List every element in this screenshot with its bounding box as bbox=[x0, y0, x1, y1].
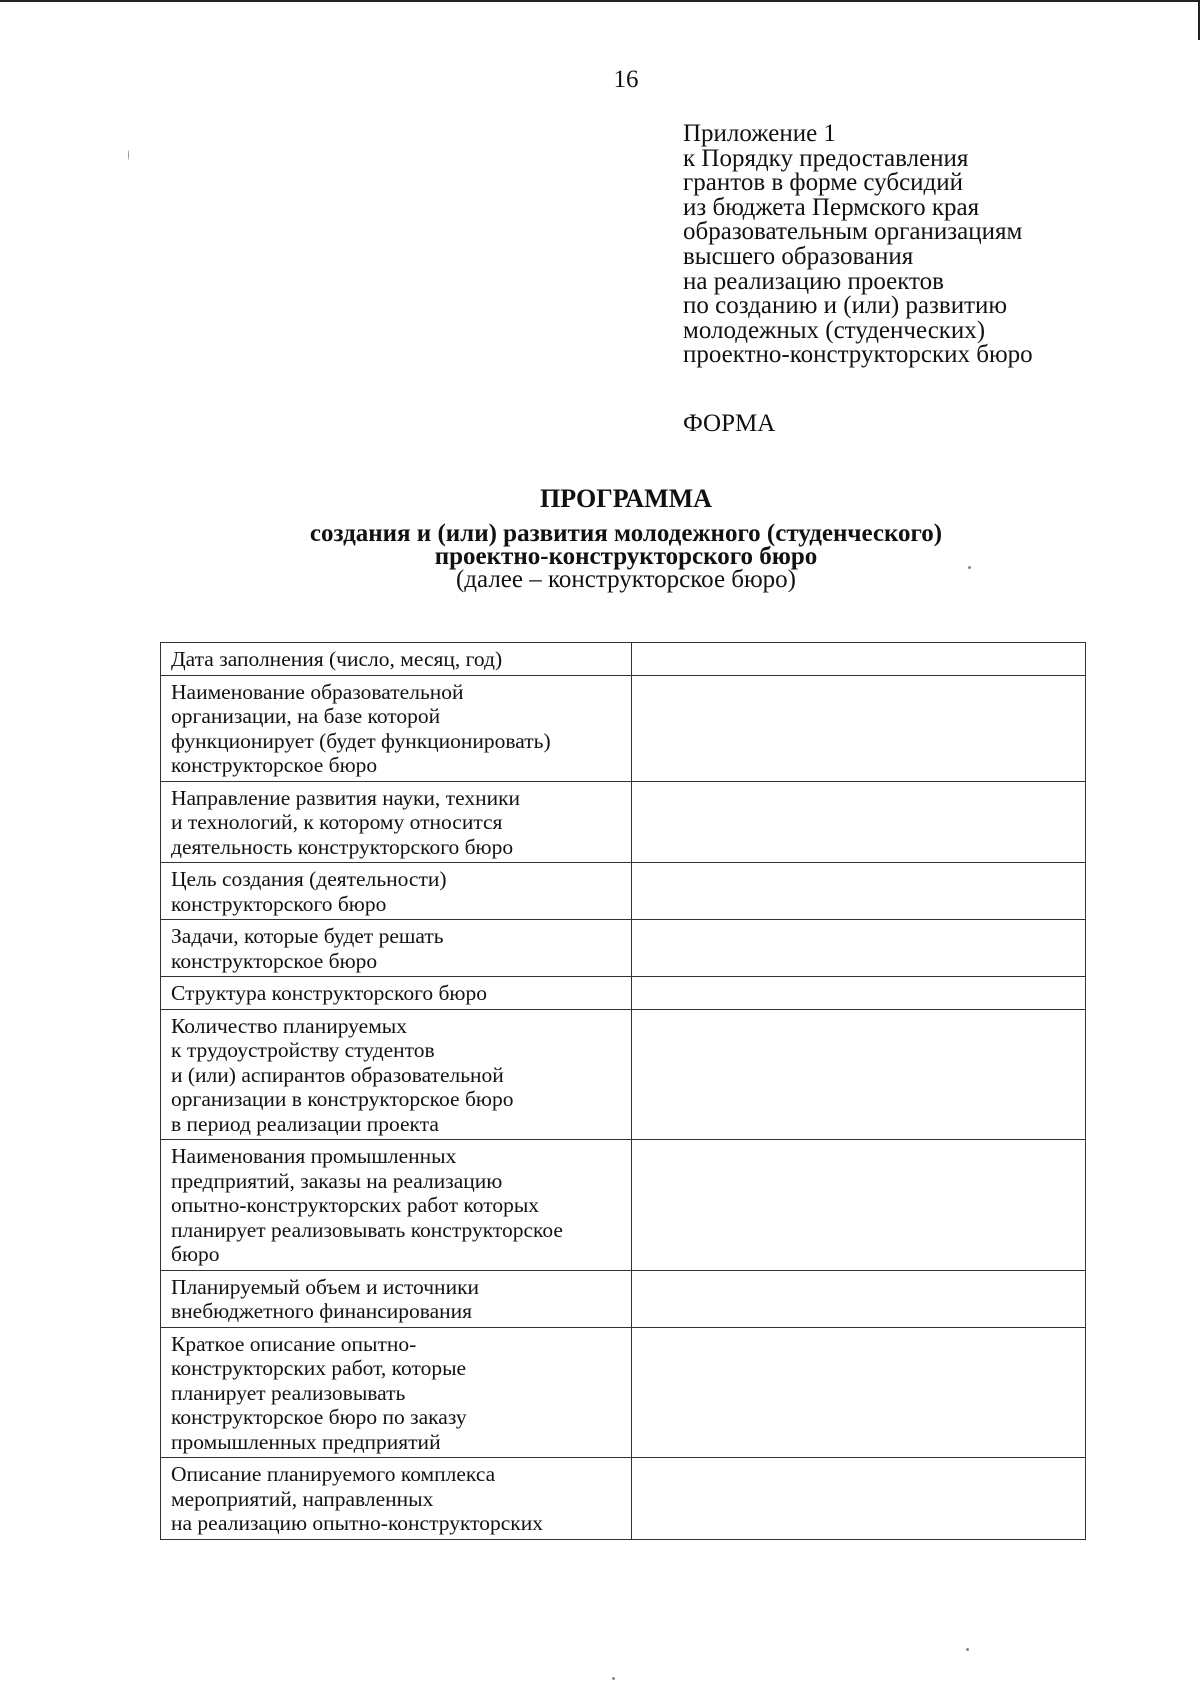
appendix-line: образовательным организациям bbox=[683, 218, 1023, 246]
row-label: Наименование образовательной организации, на базе которой функционирует (будет функционировать) конструкторское бюро bbox=[161, 675, 632, 781]
row-value-field[interactable] bbox=[632, 1270, 1086, 1327]
scan-speck bbox=[966, 1648, 969, 1651]
document-subtitle bbox=[0, 522, 1200, 591]
table-row bbox=[161, 781, 1086, 863]
row-value-field[interactable] bbox=[632, 1458, 1086, 1540]
row-value-field[interactable] bbox=[632, 1327, 1086, 1458]
row-label: Планируемый объем и источники внебюджетного финансирования bbox=[161, 1270, 632, 1327]
appendix-line: молодежных (студенческих) bbox=[683, 316, 986, 344]
document-title: ПРОГРАММА bbox=[540, 484, 712, 513]
table-row bbox=[161, 1327, 1086, 1458]
row-value-field[interactable] bbox=[632, 675, 1086, 781]
subtitle-note: (далее – конструкторское бюро) bbox=[455, 566, 797, 593]
subtitle-line: создания и (или) развития молодежного (студенческого) bbox=[309, 520, 943, 547]
table-row bbox=[161, 643, 1086, 676]
row-value-field[interactable] bbox=[632, 920, 1086, 977]
page-top-edge bbox=[0, 0, 1200, 2]
appendix-block bbox=[683, 122, 1143, 368]
row-value-field[interactable] bbox=[632, 863, 1086, 920]
row-value-field[interactable] bbox=[632, 1009, 1086, 1140]
table-row bbox=[161, 675, 1086, 781]
program-form-table bbox=[160, 642, 1086, 1540]
table-row bbox=[161, 863, 1086, 920]
table-row bbox=[161, 977, 1086, 1010]
appendix-line: проектно-конструкторских бюро bbox=[683, 341, 1033, 369]
row-label: Дата заполнения (число, месяц, год) bbox=[161, 643, 632, 676]
row-label: Наименования промышленных предприятий, заказы на реализацию опытно-конструкторских работ которых планирует реализовывать конструкторское бюро bbox=[161, 1140, 632, 1271]
row-label: Структура конструкторского бюро bbox=[161, 977, 632, 1010]
appendix-line: к Порядку предоставления bbox=[683, 144, 969, 172]
row-label: Задачи, которые будет решать конструкторское бюро bbox=[161, 920, 632, 977]
form-label: ФОРМА bbox=[683, 410, 776, 437]
page-number: 16 bbox=[613, 66, 639, 93]
appendix-line: высшего образования bbox=[683, 242, 914, 270]
table-row bbox=[161, 1140, 1086, 1271]
scan-speck bbox=[612, 1677, 615, 1680]
row-value-field[interactable] bbox=[632, 1140, 1086, 1271]
table-row bbox=[161, 1009, 1086, 1140]
appendix-line: Приложение 1 bbox=[683, 120, 836, 147]
scan-speck bbox=[968, 566, 971, 569]
appendix-line: грантов в форме субсидий bbox=[683, 169, 964, 197]
row-label: Цель создания (деятельности) конструкторского бюро bbox=[161, 863, 632, 920]
row-label: Краткое описание опытно- конструкторских работ, которые планирует реализовывать конструкторское бюро по заказу промышленных предприятий bbox=[161, 1327, 632, 1458]
appendix-line: из бюджета Пермского края bbox=[683, 193, 980, 221]
scan-speck bbox=[128, 150, 129, 160]
table-row bbox=[161, 920, 1086, 977]
row-value-field[interactable] bbox=[632, 643, 1086, 676]
appendix-line: на реализацию проектов bbox=[683, 267, 944, 295]
subtitle-line: проектно-конструкторского бюро bbox=[434, 543, 818, 570]
appendix-line: по созданию и (или) развитию bbox=[683, 292, 1008, 320]
row-value-field[interactable] bbox=[632, 977, 1086, 1010]
row-label: Описание планируемого комплекса мероприятий, направленных на реализацию опытно-конструкторских bbox=[161, 1458, 632, 1540]
table-row bbox=[161, 1270, 1086, 1327]
row-value-field[interactable] bbox=[632, 781, 1086, 863]
table-row bbox=[161, 1458, 1086, 1540]
row-label: Направление развития науки, техники и технологий, к которому относится деятельность конструкторского бюро bbox=[161, 781, 632, 863]
row-label: Количество планируемых к трудоустройству студентов и (или) аспирантов образовательной организации в конструкторское бюро в период реализации проекта bbox=[161, 1009, 632, 1140]
